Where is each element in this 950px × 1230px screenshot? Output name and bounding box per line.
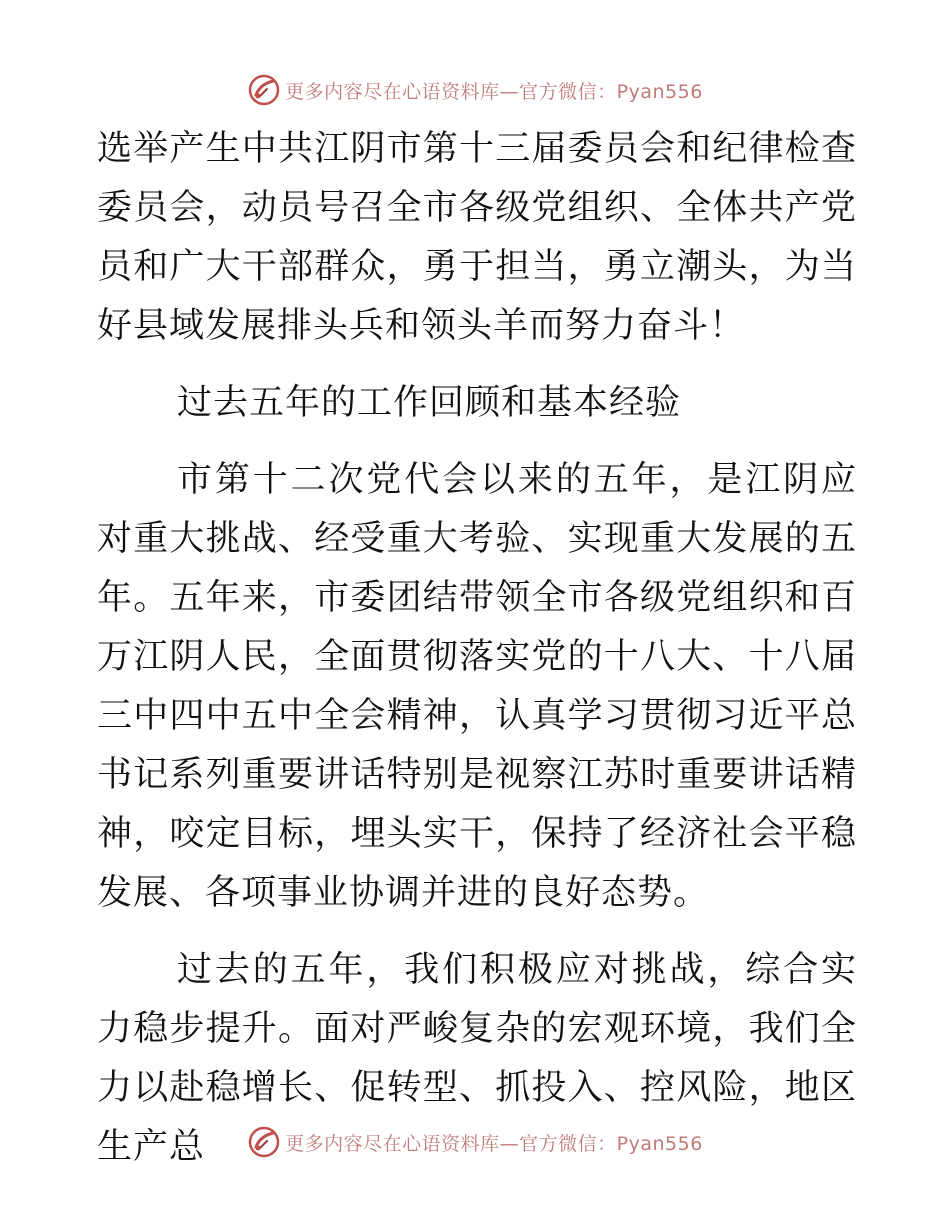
paragraph-review: 市第十二次党代会以来的五年，是江阴应对重大挑战、经受重大考验、实现重大发展的五年。五年来，市委团结带领全市各级党组织和百万江阴人民，全面贯彻落实党的十八大、十八届三中四中五中全会精神，认真学习贯彻习近平总书记系列重要讲话特别是视察江苏时重要讲话精神，咬定目标，埋头实干，保持了经济社会平稳发展、各项事业协调并进的良好态势。 [97, 460, 857, 913]
footer-banner [0, 1120, 950, 1164]
header-banner-text: 更多内容尽在心语资料库—官方微信：Pyan556 [285, 80, 703, 103]
paragraph-strength: 过去的五年，我们积极应对挑战，综合实力稳步提升。面对严峻复杂的宏观环境，我们全力以赴稳增长、促转型、抓投入、控风险，地区生产总 [97, 950, 857, 1167]
document-body [97, 120, 857, 1177]
scroll-pen-logo-icon [247, 73, 281, 107]
scroll-pen-logo-icon [247, 1125, 281, 1159]
footer-banner-text: 更多内容尽在心语资料库—官方微信：Pyan556 [285, 1132, 703, 1155]
section-heading: 过去五年的工作回顾和基本经验 [177, 383, 682, 423]
paragraph-intro: 选举产生中共江阴市第十三届委员会和纪律检查委员会，动员号召全市各级党组织、全体共产党员和广大干部群众，勇于担当，勇立潮头，为当好县域发展排头兵和领头羊而努力奋斗！ [97, 129, 857, 346]
header-banner [0, 68, 950, 112]
